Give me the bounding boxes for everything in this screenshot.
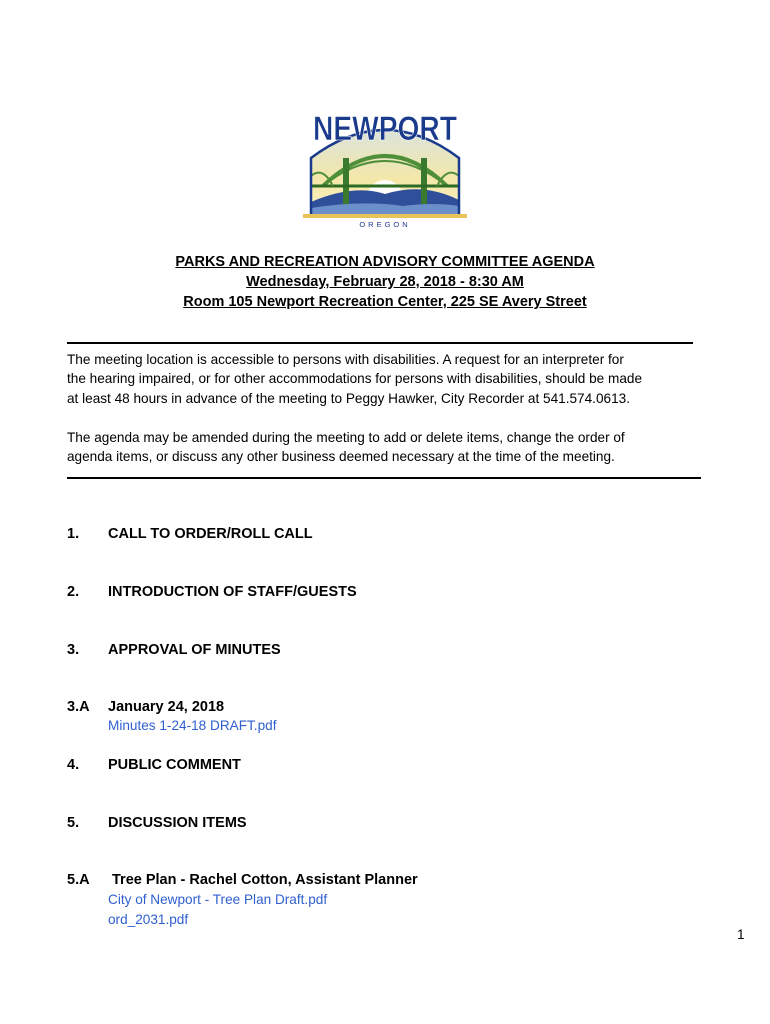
amendment-notice [67,428,707,467]
svg-text:OREGON: OREGON [359,220,411,229]
notice-line: agenda items, or discuss any other business deemed necessary at the time of the meeting. [67,449,615,465]
notice-line: at least 48 hours in advance of the meeting to Peggy Hawker, City Recorder at 541.574.0613. [67,390,630,406]
item-approval-of-minutes: APPROVAL OF MINUTES [108,642,281,658]
item-discussion-items: DISCUSSION ITEMS [108,815,247,831]
notice-line: the hearing impaired, or for other accommodations for persons with disabilities, should be made [67,371,643,387]
item-tree-plan: Tree Plan - Rachel Cotton, Assistant Planner [112,872,418,888]
item-call-to-order: CALL TO ORDER/ROLL CALL [108,526,313,542]
item-introduction: INTRODUCTION OF STAFF/GUESTS [108,584,357,600]
tree-plan-draft-link[interactable]: City of Newport - Tree Plan Draft.pdf [108,892,328,907]
header-divider [67,342,693,344]
item-number: 3. [67,642,80,658]
item-number: 5. [67,815,80,831]
meeting-datetime: Wednesday, February 28, 2018 - 8:30 AM [246,274,524,290]
item-number: 3.A [67,699,90,715]
newport-oregon-logo [303,106,467,230]
ordinance-link[interactable]: ord_2031.pdf [108,912,189,927]
svg-text:NEWPORT: NEWPORT [313,110,458,148]
item-number: 5.A [67,872,90,888]
minutes-attachment-link[interactable]: Minutes 1-24-18 DRAFT.pdf [108,718,277,733]
notice-line: The meeting location is accessible to persons with disabilities. A request for an interpreter for [67,352,624,367]
page-number: 1 [737,927,745,942]
accessibility-notice [67,350,707,408]
item-public-comment: PUBLIC COMMENT [108,757,241,773]
item-minutes-date: January 24, 2018 [108,699,225,715]
item-number: 1. [67,526,80,542]
agenda-title: PARKS AND RECREATION ADVISORY COMMITTEE AGENDA [175,254,595,270]
notice-line: The agenda may be amended during the meeting to add or delete items, change the order of [67,430,625,445]
notice-divider [67,477,701,479]
item-number: 4. [67,757,80,773]
item-number: 2. [67,584,80,600]
meeting-location: Room 105 Newport Recreation Center, 225 SE Avery Street [183,294,587,310]
